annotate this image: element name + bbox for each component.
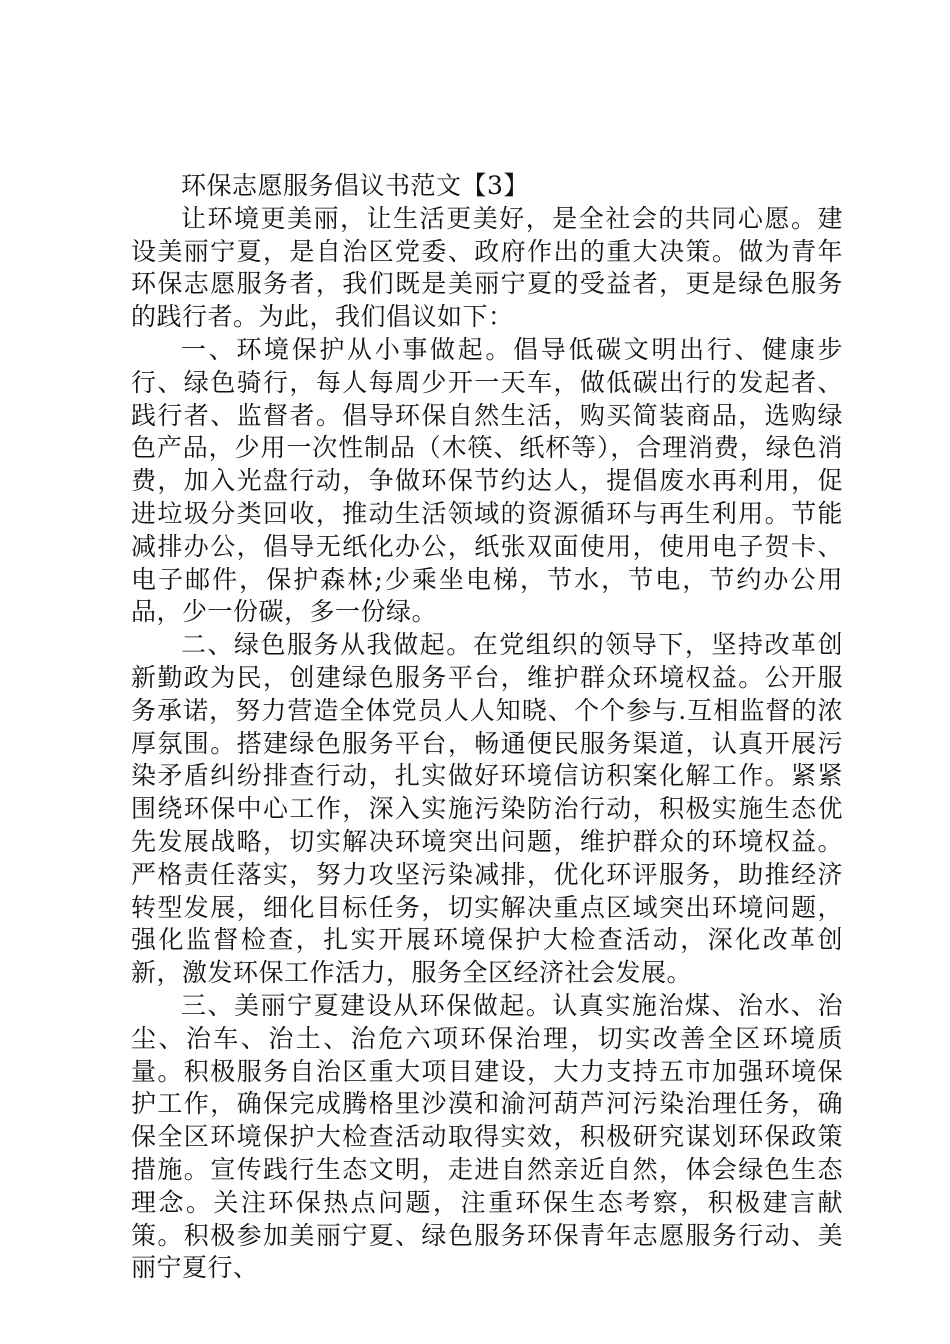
document-title: 环保志愿服务倡议书范文【3】 xyxy=(181,171,529,200)
document-body xyxy=(131,170,843,1285)
paragraph-point-three: 三、美丽宁夏建设从环保做起。认真实施治煤、治水、治尘、治车、治土、治危六项环保治理，切实改善全区环境质量。积极服务自治区重大项目建设，大力支持五市加强环境保护工作，确保完成腾格里沙漠和渝河葫芦河污染治理任务，确保全区环境保护大检查活动取得实效，积极研究谋划环保政策措施。宣传践行生态文明，走进自然亲近自然，体会绿色生态理念。关注环保热点问题，注重环保生态考察，积极建言献策。积极参加美丽宁夏、绿色服务环保青年志愿服务行动、美丽宁夏行、 xyxy=(131,990,843,1283)
paragraph-point-two: 二、绿色服务从我做起。在党组织的领导下，坚持改革创新勤政为民，创建绿色服务平台，维护群众环境权益。公开服务承诺，努力营造全体党员人人知晓、个个参与.互相监督的浓厚氛围。搭建绿色服务平台，畅通便民服务渠道，认真开展污染矛盾纠纷排查行动，扎实做好环境信访积案化解工作。紧紧围绕环保中心工作，深入实施污染防治行动，积极实施生态优先发展战略，切实解决环境突出问题，维护群众的环境权益。严格责任落实，努力攻坚污染减排，优化环评服务，助推经济转型发展，细化目标任务，切实解决重点区域突出环境问题，强化监督检查，扎实开展环境保护大检查活动，深化改革创新，激发环保工作活力，服务全区经济社会发展。 xyxy=(131,630,843,988)
paragraph-intro: 让环境更美丽，让生活更美好，是全社会的共同心愿。建设美丽宁夏，是自治区党委、政府作出的重大决策。做为青年环保志愿服务者，我们既是美丽宁夏的受益者，更是绿色服务的践行者。为此，我们倡议如下： xyxy=(131,203,843,332)
paragraph-point-one: 一、环境保护从小事做起。倡导低碳文明出行、健康步行、绿色骑行，每人每周少开一天车，做低碳出行的发起者、践行者、监督者。倡导环保自然生活，购买简装商品，选购绿色产品，少用一次性制品（木筷、纸杯等），合理消费，绿色消费，加入光盘行动，争做环保节约达人，提倡废水再利用，促进垃圾分类回收，推动生活领域的资源循环与再生利用。节能减排办公，倡导无纸化办公，纸张双面使用，使用电子贺卡、电子邮件，保护森林;少乘坐电梯，节水，节电，节约办公用品，少一份碳，多一份绿。 xyxy=(131,334,843,627)
